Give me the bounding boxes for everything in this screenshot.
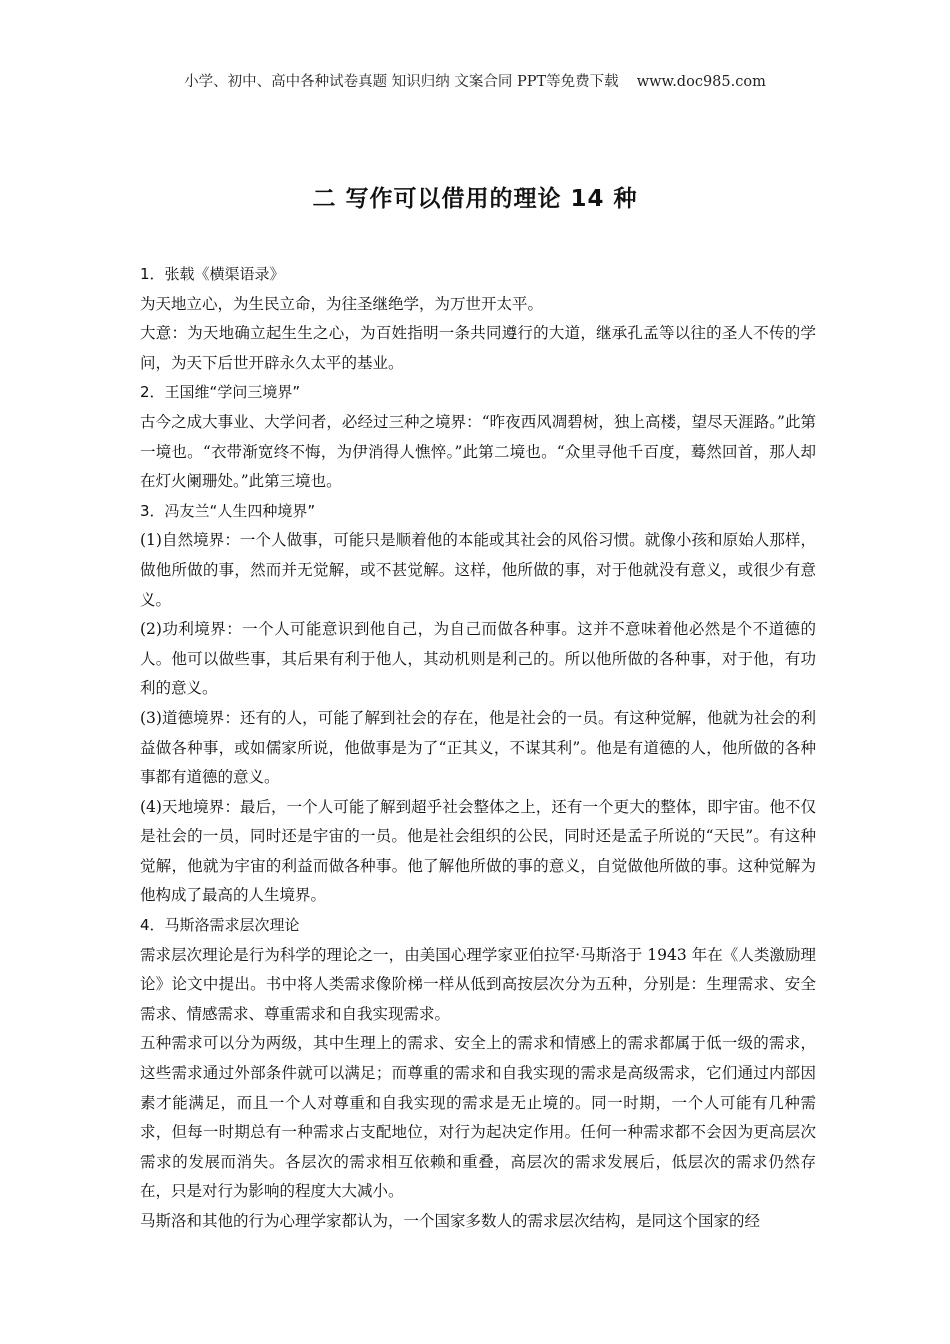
section-4-paragraph-1: 需求层次理论是行为科学的理论之一，由美国心理学家亚伯拉罕·马斯洛于 1943 年在《人类激励理论》论文中提出。书中将人类需求像阶梯一样从低到高按层次分为五种，分别是：生理需求、安全需求、情感需求、尊重需求和自我实现需求。 (140, 945, 816, 1023)
section-3-heading: 3．冯友兰“人生四种境界” (140, 501, 316, 520)
section-4-paragraph-3: 马斯洛和其他的行为心理学家都认为，一个国家多数人的需求层次结构，是同这个国家的经 (140, 1212, 761, 1230)
section-3-paragraph-3: (3)道德境界：还有的人，可能了解到社会的存在，他是社会的一员。有这种觉解，他就为社会的利益做各种事，或如儒家所说，他做事是为了“正其义，不谋其利”。他是有道德的人，他所做的各种事都有道德的意义。 (140, 708, 816, 787)
meaning-text: 为天地确立起生生之心，为百姓指明一条共同遵行的大道，继承孔孟等以往的圣人不传的学问，为天下后世开辟永久太平的基业。 (140, 324, 816, 372)
section-2-heading: 2．王国维“学问三境界” (140, 383, 301, 402)
document-body (140, 260, 816, 1237)
page-title: 二 写作可以借用的理论 14 种 (312, 186, 638, 212)
section-3-paragraph-4: (4)天地境界：最后，一个人可能了解到超乎社会整体之上，还有一个更大的整体，即宇宙。他不仅是社会的一员，同时还是宇宙的一员。他是社会组织的公民，同时还是孟子所说的“天民”。有这种觉解，他就为宇宙的利益而做各种事。他了解他所做的事的意义，自觉做他所做的事。这种觉解为他构成了最高的人生境界。 (140, 797, 816, 905)
section-3-paragraph-1: (1)自然境界：一个人做事，可能只是顺着他的本能或其社会的风俗习惯。就像小孩和原始人那样，做他所做的事，然而并无觉解，或不甚觉解。这样，他所做的事，对于他就没有意义，或很少有意义。 (140, 531, 816, 609)
meaning-label: 大意： (140, 324, 188, 343)
header-text: 小学、初中、高中各种试卷真题 知识归纳 文案合同 PPT等免费下载 (184, 74, 619, 90)
section-3-paragraph-2: (2)功利境界：一个人可能意识到他自己，为自己而做各种事。这并不意味着他必然是个不道德的人。他可以做些事，其后果有利于他人，其动机则是利己的。所以他所做的各种事，对于他，有功利的意义。 (140, 620, 816, 698)
page-header (0, 70, 950, 91)
section-4-heading: 4．马斯洛需求层次理论 (140, 916, 300, 935)
section-1-heading: 1．张载《横渠语录》 (140, 265, 285, 283)
section-2-text: 古今之成大事业、大学问者，必经过三种之境界：“昨夜西风凋碧树，独上高楼，望尽天涯路。”此第一境也。“衣带渐宽终不悔，为伊消得人憔悴。”此第二境也。“众里寻他千百度，蓦然回首，那人却在灯火阑珊处。”此第三境也。 (140, 412, 816, 491)
section-1-meaning (140, 319, 816, 378)
section-1-quote: 为天地立心，为生民立命，为往圣继绝学，为万世开太平。 (140, 294, 544, 313)
header-site-link[interactable]: www.doc985.com (636, 74, 766, 90)
section-4-paragraph-2: 五种需求可以分为两级，其中生理上的需求、安全上的需求和情感上的需求都属于低一级的需求，这些需求通过外部条件就可以满足；而尊重的需求和自我实现的需求是高级需求，它们通过内部因素才能满足，而且一个人对尊重和自我实现的需求是无止境的。同一时期，一个人可能有几种需求，但每一时期总有一种需求占支配地位，对行为起决定作用。任何一种需求都不会因为更高层次需求的发展而消失。各层次的需求相互依赖和重叠，高层次的需求发展后，低层次的需求仍然存在，只是对行为影响的程度大大减小。 (140, 1034, 816, 1201)
